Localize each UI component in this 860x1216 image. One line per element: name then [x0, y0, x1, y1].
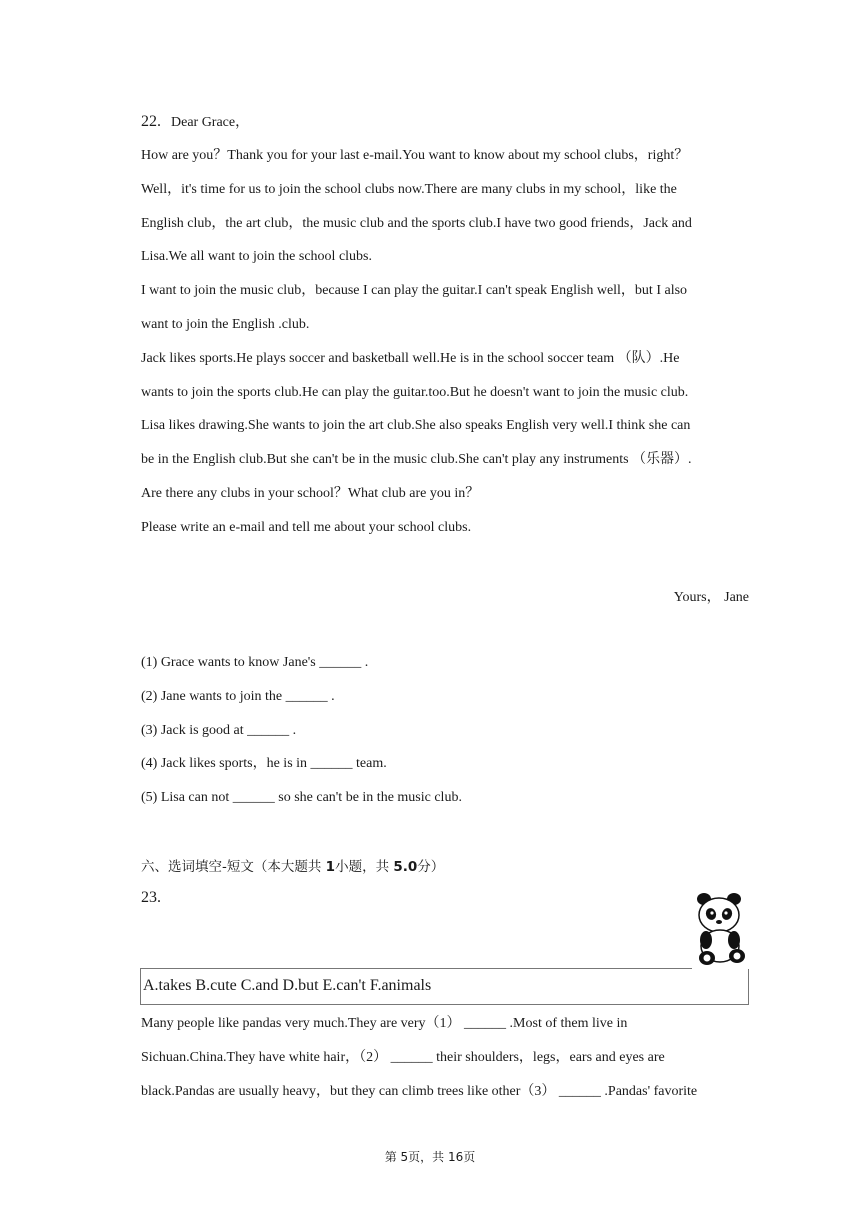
question-number: 23.: [141, 889, 161, 906]
section-heading-mid: 小题，共: [335, 859, 390, 875]
q22-header: [141, 113, 249, 132]
section-heading-prefix: 六、选词填空-短文（本大题共: [141, 859, 322, 875]
passage-line: black.Pandas are usually heavy，but they can climb trees like other（3） ______ .Pandas' favorite: [141, 1084, 698, 1099]
section-heading: [141, 855, 444, 875]
letter-salutation: Dear Grace，: [171, 115, 250, 130]
section-question-count: 1: [325, 859, 336, 875]
letter-line: English club，the art club，the music club and the sports club.I have two good friends，Jack and: [141, 216, 692, 231]
letter-line: Please write an e-mail and tell me about your school clubs.: [141, 520, 472, 535]
section-heading-suffix: 分）: [417, 859, 445, 875]
letter-signoff: Yours， Jane: [673, 590, 749, 605]
passage-line: Many people like pandas very much.They are very（1） ______ .Most of them live in: [141, 1016, 628, 1031]
letter-line: wants to join the sports club.He can play the guitar.too.But he doesn't want to join the music club.: [141, 385, 689, 400]
word-bank-text: A.takes B.cute C.and D.but E.can't F.animals: [143, 977, 432, 994]
letter-line: Lisa likes drawing.She wants to join the art club.She also speaks English very well.I think she can: [141, 418, 691, 433]
letter-line: I want to join the music club，because I can play the guitar.I can't speak English well，but I also: [141, 283, 688, 298]
question-item: (2) Jane wants to join the ______ .: [141, 689, 335, 704]
question-number: 22.: [141, 113, 161, 130]
question-item: (3) Jack is good at ______ .: [141, 723, 297, 738]
letter-line: How are you？Thank you for your last e-mail.You want to know about my school clubs，right？: [141, 148, 689, 163]
question-item: (5) Lisa can not ______ so she can't be in the music club.: [141, 790, 462, 805]
letter-line: Are there any clubs in your school？What club are you in？: [141, 486, 480, 501]
question-item: (4) Jack likes sports，he is in ______ team.: [141, 756, 387, 771]
letter-line: Lisa.We all want to join the school clubs.: [141, 249, 372, 264]
page-footer: 第 5页，共 16页: [384, 1150, 476, 1164]
question-item: (1) Grace wants to know Jane's ______ .: [141, 655, 369, 670]
passage-line: Sichuan.China.They have white hair，（2） ______ their shoulders，legs，ears and eyes are: [141, 1050, 665, 1065]
letter-line: Jack likes sports.He plays soccer and basketball well.He is in the school soccer team （队）.He: [141, 351, 680, 366]
letter-line: want to join the English .club.: [141, 317, 310, 332]
section-score: 5.0: [393, 859, 418, 875]
letter-line: Well，it's time for us to join the school clubs now.There are many clubs in my school，like the: [141, 182, 677, 197]
panda-icon: [690, 890, 752, 968]
word-bank-box: [140, 969, 749, 1005]
letter-line: be in the English club.But she can't be in the music club.She can't play any instruments （乐器）.: [141, 452, 692, 467]
